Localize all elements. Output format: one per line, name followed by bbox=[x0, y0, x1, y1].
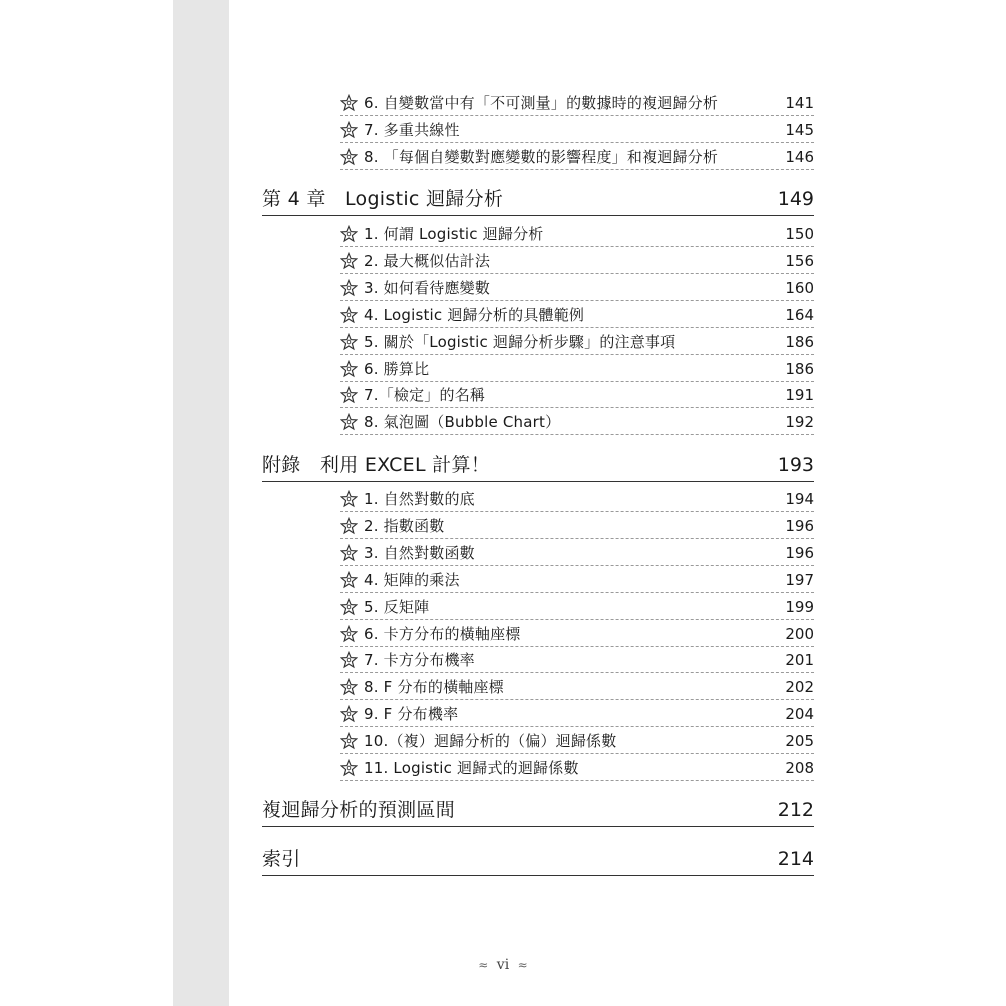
toc-chapter-title: 複迴歸分析的預測區間 bbox=[262, 799, 456, 821]
toc-item[interactable] bbox=[340, 146, 814, 170]
toc-item-page: 146 bbox=[785, 148, 814, 166]
toc-item-title: 8. F 分布的橫軸座標 bbox=[364, 678, 504, 696]
toc-item[interactable] bbox=[340, 515, 814, 539]
toc-item-page: 192 bbox=[785, 413, 814, 431]
toc-chapter[interactable] bbox=[262, 795, 814, 827]
toc-item-page: 156 bbox=[785, 252, 814, 270]
star-icon bbox=[340, 490, 358, 508]
toc-item-title: 6. 自變數當中有「不可測量」的數據時的複迴歸分析 bbox=[364, 94, 719, 112]
toc-item-page: 205 bbox=[785, 732, 814, 750]
toc-item[interactable] bbox=[340, 277, 814, 301]
toc-item-page: 145 bbox=[785, 121, 814, 139]
toc-item[interactable] bbox=[340, 730, 814, 754]
toc-item[interactable] bbox=[340, 542, 814, 566]
toc-item[interactable] bbox=[340, 596, 814, 620]
page-number: vi bbox=[496, 957, 510, 973]
toc-item-title: 6. 勝算比 bbox=[364, 360, 430, 378]
star-icon bbox=[340, 544, 358, 562]
toc-chapter-title: 索引 bbox=[262, 848, 301, 870]
toc-item-title: 8. 氣泡圖（Bubble Chart） bbox=[364, 413, 561, 431]
star-icon bbox=[340, 386, 358, 404]
toc-item-page: 204 bbox=[785, 705, 814, 723]
star-icon bbox=[340, 413, 358, 431]
toc-item-title: 7. 多重共線性 bbox=[364, 121, 460, 139]
toc-item-title: 2. 最大概似估計法 bbox=[364, 252, 491, 270]
toc-chapter-title: 附錄 利用 EXCEL 計算！ bbox=[262, 454, 491, 476]
star-icon bbox=[340, 225, 358, 243]
toc-item[interactable] bbox=[340, 703, 814, 727]
star-icon bbox=[340, 678, 358, 696]
ornament-left-icon: ≈ bbox=[478, 958, 489, 972]
star-icon bbox=[340, 279, 358, 297]
toc-item[interactable] bbox=[340, 250, 814, 274]
star-icon bbox=[340, 148, 358, 166]
toc-item-page: 164 bbox=[785, 306, 814, 324]
toc-chapter-title: 第 4 章 Logistic 迴歸分析 bbox=[262, 188, 504, 210]
toc-item-page: 141 bbox=[785, 94, 814, 112]
toc-chapter[interactable] bbox=[262, 844, 814, 876]
toc-item-page: 191 bbox=[785, 386, 814, 404]
toc-item-page: 186 bbox=[785, 333, 814, 351]
toc-chapter[interactable] bbox=[262, 450, 814, 482]
star-icon bbox=[340, 625, 358, 643]
toc-item[interactable] bbox=[340, 358, 814, 382]
toc-item-page: 196 bbox=[785, 544, 814, 562]
toc-item-title: 5. 反矩陣 bbox=[364, 598, 430, 616]
toc-item-title: 3. 自然對數函數 bbox=[364, 544, 475, 562]
toc-item-title: 4. Logistic 迴歸分析的具體範例 bbox=[364, 306, 585, 324]
toc-item[interactable] bbox=[340, 223, 814, 247]
toc-item-page: 150 bbox=[785, 225, 814, 243]
toc-item[interactable] bbox=[340, 676, 814, 700]
toc-item-title: 11. Logistic 迴歸式的迴歸係數 bbox=[364, 759, 579, 777]
toc-item-title: 7.「檢定」的名稱 bbox=[364, 386, 486, 404]
toc-item-title: 10.（複）迴歸分析的（偏）迴歸係數 bbox=[364, 732, 617, 750]
toc-item-page: 160 bbox=[785, 279, 814, 297]
toc-item-page: 194 bbox=[785, 490, 814, 508]
toc-item-title: 6. 卡方分布的橫軸座標 bbox=[364, 625, 521, 643]
toc-item-title: 1. 自然對數的底 bbox=[364, 490, 475, 508]
star-icon bbox=[340, 252, 358, 270]
star-icon bbox=[340, 306, 358, 324]
toc-item[interactable] bbox=[340, 331, 814, 355]
toc-chapter-page: 212 bbox=[777, 799, 814, 821]
star-icon bbox=[340, 759, 358, 777]
toc-chapter[interactable] bbox=[262, 184, 814, 216]
toc-item-title: 3. 如何看待應變數 bbox=[364, 279, 491, 297]
toc-item[interactable] bbox=[340, 119, 814, 143]
ornament-right-icon: ≈ bbox=[517, 958, 528, 972]
toc-item-page: 201 bbox=[785, 651, 814, 669]
toc-item[interactable] bbox=[340, 757, 814, 781]
star-icon bbox=[340, 705, 358, 723]
toc-item-page: 200 bbox=[785, 625, 814, 643]
toc-item[interactable] bbox=[340, 92, 814, 116]
toc-chapter-page: 193 bbox=[777, 454, 814, 476]
star-icon bbox=[340, 360, 358, 378]
star-icon bbox=[340, 598, 358, 616]
toc-item[interactable] bbox=[340, 649, 814, 673]
toc-item[interactable] bbox=[340, 569, 814, 593]
toc-item-page: 197 bbox=[785, 571, 814, 589]
star-icon bbox=[340, 121, 358, 139]
toc-item[interactable] bbox=[340, 411, 814, 435]
toc-chapter-page: 214 bbox=[777, 848, 814, 870]
toc-item-page: 196 bbox=[785, 517, 814, 535]
toc-item-page: 208 bbox=[785, 759, 814, 777]
toc-item-title: 4. 矩陣的乘法 bbox=[364, 571, 460, 589]
star-icon bbox=[340, 651, 358, 669]
star-icon bbox=[340, 94, 358, 112]
toc-item-page: 199 bbox=[785, 598, 814, 616]
star-icon bbox=[340, 571, 358, 589]
toc-item-page: 202 bbox=[785, 678, 814, 696]
toc-item[interactable] bbox=[340, 304, 814, 328]
toc-item[interactable] bbox=[340, 488, 814, 512]
toc-item-title: 9. F 分布機率 bbox=[364, 705, 459, 723]
toc-chapter-page: 149 bbox=[777, 188, 814, 210]
toc-item[interactable] bbox=[340, 623, 814, 647]
page-footer bbox=[0, 957, 1006, 977]
toc-item[interactable] bbox=[340, 384, 814, 408]
star-icon bbox=[340, 333, 358, 351]
toc-item-page: 186 bbox=[785, 360, 814, 378]
toc-item-title: 7. 卡方分布機率 bbox=[364, 651, 475, 669]
star-icon bbox=[340, 517, 358, 535]
toc-item-title: 1. 何謂 Logistic 迴歸分析 bbox=[364, 225, 544, 243]
star-icon bbox=[340, 732, 358, 750]
toc-item-title: 2. 指數函數 bbox=[364, 517, 445, 535]
toc-item-title: 5. 關於「Logistic 迴歸分析步驟」的注意事項 bbox=[364, 333, 676, 351]
toc-item-title: 8. 「每個自變數對應變數的影響程度」和複迴歸分析 bbox=[364, 148, 719, 166]
